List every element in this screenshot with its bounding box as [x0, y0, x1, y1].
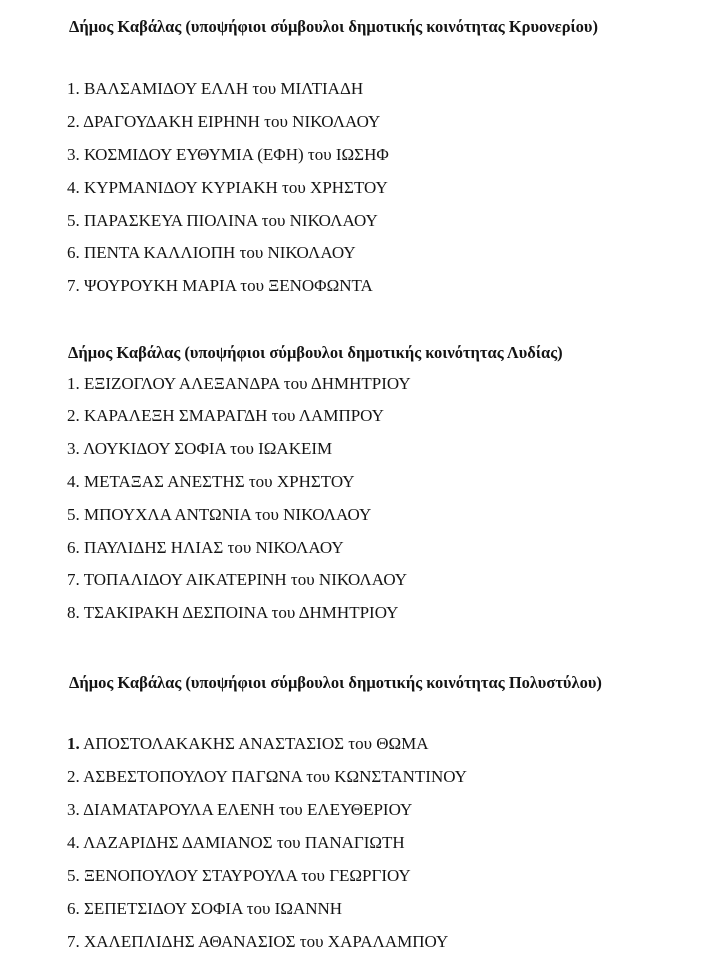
- list-item: 7. ΧΑΛΕΠΛΙΔΗΣ ΑΘΑΝΑΣΙΟΣ του ΧΑΡΑΛΑΜΠΟΥ: [67, 932, 449, 951]
- list-item: 7. ΤΟΠΑΛΙΔΟΥ ΑΙΚΑΤΕΡΙΝΗ του ΝΙΚΟΛΑΟΥ: [67, 570, 408, 589]
- list-item: 5. ΞΕΝΟΠΟΥΛΟΥ ΣΤΑΥΡΟΥΛΑ του ΓΕΩΡΓΙΟΥ: [67, 866, 411, 885]
- list-item: 6. ΠΑΥΛΙΔΗΣ ΗΛΙΑΣ του ΝΙΚΟΛΑΟΥ: [67, 538, 344, 557]
- list-item: 1. ΕΞΙΖΟΓΛΟΥ ΑΛΕΞΑΝΔΡΑ του ΔΗΜΗΤΡΙΟΥ: [67, 374, 411, 393]
- list-item: 2. ΔΡΑΓΟΥΔΑΚΗ ΕΙΡΗΝΗ του ΝΙΚΟΛΑΟΥ: [67, 112, 381, 131]
- list-item: 3. ΚΟΣΜΙΔΟΥ ΕΥΘΥΜΙΑ (ΕΦΗ) του ΙΩΣΗΦ: [67, 145, 389, 164]
- list-item: 6. ΠΕΝΤΑ ΚΑΛΛΙΟΠΗ του ΝΙΚΟΛΑΟΥ: [67, 243, 356, 262]
- list-item: 4. ΜΕΤΑΞΑΣ ΑΝΕΣΤΗΣ του ΧΡΗΣΤΟΥ: [67, 472, 355, 491]
- list-item: 6. ΣΕΠΕΤΣΙΔΟΥ ΣΟΦΙΑ του ΙΩΑΝΝΗ: [67, 899, 343, 918]
- list-item: 1. ΒΑΛΣΑΜΙΔΟΥ ΕΛΛΗ του ΜΙΛΤΙΑΔΗ: [67, 79, 364, 98]
- list-item: 5. ΠΑΡΑΣΚΕΥΑ ΠΙΟΛΙΝΑ του ΝΙΚΟΛΑΟΥ: [67, 211, 378, 230]
- list-item: 7. ΨΟΥΡΟΥΚΗ ΜΑΡΙΑ του ΞΕΝΟΦΩΝΤΑ: [67, 276, 373, 295]
- list-item: 3. ΔΙΑΜΑΤΑΡΟΥΛΑ ΕΛΕΝΗ του ΕΛΕΥΘΕΡΙΟΥ: [67, 800, 413, 819]
- list-item: 1. ΑΠΟΣΤΟΛΑΚΑΚΗΣ ΑΝΑΣΤΑΣΙΟΣ του ΘΩΜΑ: [67, 734, 429, 753]
- list-item: 2. ΑΣΒΕΣΤΟΠΟΥΛΟΥ ΠΑΓΩΝΑ του ΚΩΝΣΤΑΝΤΙΝΟΥ: [67, 767, 467, 786]
- list-item: 3. ΛΟΥΚΙΔΟΥ ΣΟΦΙΑ του ΙΩΑΚΕΙΜ: [67, 439, 333, 458]
- list-item: 4. ΚΥΡΜΑΝΙΔΟΥ ΚΥΡΙΑΚΗ του ΧΡΗΣΤΟΥ: [67, 178, 388, 197]
- section-heading-kryoneri: Δήμος Καβάλας (υποψήφιοι σύμβουλοι δημοτικής κοινότητας Κρυονερίου): [69, 17, 598, 36]
- section-heading-polystylo: Δήμος Καβάλας (υποψήφιοι σύμβουλοι δημοτικής κοινότητας Πολυστύλου): [69, 673, 602, 692]
- list-item: 5. ΜΠΟΥΧΛΑ ΑΝΤΩΝΙΑ του ΝΙΚΟΛΑΟΥ: [67, 505, 372, 524]
- list-item: 4. ΛΑΖΑΡΙΔΗΣ ΔΑΜΙΑΝΟΣ του ΠΑΝΑΓΙΩΤΗ: [67, 833, 405, 852]
- list-item: 8. ΤΣΑΚΙΡΑΚΗ ΔΕΣΠΟΙΝΑ του ΔΗΜΗΤΡΙΟΥ: [67, 603, 399, 622]
- list-item: 2. ΚΑΡΑΛΕΞΗ ΣΜΑΡΑΓΔΗ του ΛΑΜΠΡΟΥ: [67, 406, 384, 425]
- section-heading-lydia: Δήμος Καβάλας (υποψήφιοι σύμβουλοι δημοτικής κοινότητας Λυδίας): [68, 343, 563, 362]
